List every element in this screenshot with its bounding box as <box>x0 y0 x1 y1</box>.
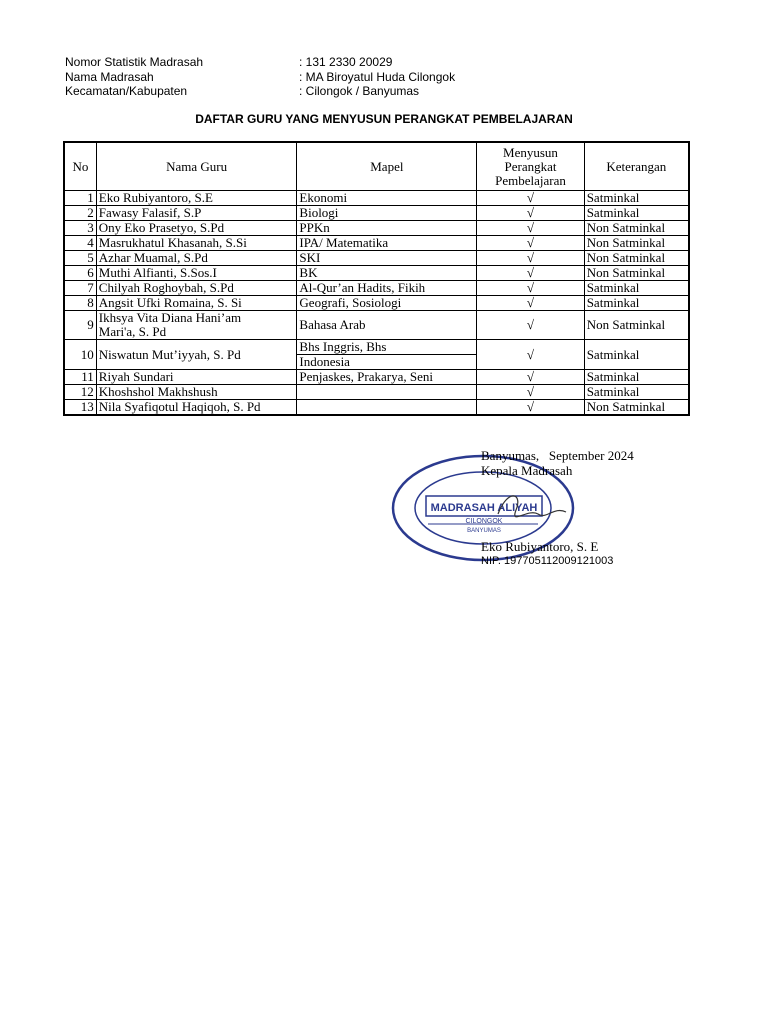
cell-nama-line: Ikhsya Vita Diana Hani’am <box>98 310 242 325</box>
cell-nama <box>96 311 297 340</box>
cell-no: 5 <box>64 251 96 266</box>
cell-keterangan: Satminkal <box>584 370 689 385</box>
info-value: : Cilongok / Banyumas <box>299 84 420 98</box>
cell-mapel: BK <box>297 266 477 281</box>
cell-keterangan: Non Satminkal <box>584 236 689 251</box>
cell-keterangan: Satminkal <box>584 385 689 400</box>
table-row <box>64 281 689 296</box>
cell-nama: Ony Eko Prasetyo, S.Pd <box>96 221 297 236</box>
table-row <box>64 266 689 281</box>
info-row-kecamatan <box>65 84 455 99</box>
check-mark: √ <box>477 281 584 296</box>
cell-no: 6 <box>64 266 96 281</box>
cell-nama-line: Mari'a, S. Pd <box>98 324 167 339</box>
check-mark: √ <box>477 206 584 221</box>
stamp-center-text: MADRASAH ALIYAH <box>430 502 538 514</box>
cell-keterangan: Non Satminkal <box>584 251 689 266</box>
cell-keterangan: Non Satminkal <box>584 400 689 416</box>
cell-no: 13 <box>64 400 96 416</box>
signer-role: Kepala Madrasah <box>481 463 573 478</box>
info-label: Nama Madrasah <box>65 69 154 84</box>
cell-no: 10 <box>64 340 96 370</box>
header-no: No <box>64 142 96 191</box>
cell-no: 11 <box>64 370 96 385</box>
stamp-sub-text-2: BANYUMAS <box>467 528 501 534</box>
cell-no: 8 <box>64 296 96 311</box>
info-value: : MA Biroyatul Huda Cilongok <box>299 69 456 84</box>
info-label: Kecamatan/Kabupaten <box>65 84 188 98</box>
cell-keterangan: Non Satminkal <box>584 221 689 236</box>
cell-mapel: Ekonomi <box>297 191 477 206</box>
signature-block <box>481 448 634 478</box>
cell-mapel: Bahasa Arab <box>297 311 477 340</box>
cell-nama: Fawasy Falasif, S.P <box>96 206 297 221</box>
cell-mapel: Al-Qur’an Hadits, Fikih <box>297 281 477 296</box>
signer-nip: NIP. 197705112009121003 <box>481 555 614 567</box>
cell-keterangan: Non Satminkal <box>584 266 689 281</box>
table-row <box>64 370 689 385</box>
header-nama-guru: Nama Guru <box>96 142 297 191</box>
cell-nama: Chilyah Roghoybah, S.Pd <box>96 281 297 296</box>
cell-keterangan: Satminkal <box>584 206 689 221</box>
cell-nama: Eko Rubiyantoro, S.E <box>96 191 297 206</box>
check-mark: √ <box>477 340 584 370</box>
table-row <box>64 385 689 400</box>
cell-keterangan: Satminkal <box>584 191 689 206</box>
check-mark: √ <box>477 370 584 385</box>
header-menyusun-line: Menyusun <box>503 144 558 160</box>
cell-no: 9 <box>64 311 96 340</box>
cell-nama: Azhar Muamal, S.Pd <box>96 251 297 266</box>
info-value: : 131 2330 20029 <box>299 55 393 69</box>
cell-mapel: Indonesia <box>297 355 477 370</box>
info-label: Nomor Statistik Madrasah <box>65 55 204 69</box>
cell-mapel <box>297 385 477 400</box>
stamp-sub-text: CILONGOK <box>465 518 503 525</box>
cell-mapel: Biologi <box>297 206 477 221</box>
cell-nama: Nila Syafiqotul Haqiqoh, S. Pd <box>96 400 297 416</box>
cell-mapel: PPKn <box>297 221 477 236</box>
cell-no: 7 <box>64 281 96 296</box>
cell-keterangan: Satminkal <box>584 281 689 296</box>
cell-keterangan: Satminkal <box>584 340 689 370</box>
table-row <box>64 296 689 311</box>
cell-nama: Khoshshol Makhshush <box>96 385 297 400</box>
cell-mapel <box>297 400 477 416</box>
table-row <box>64 191 689 206</box>
cell-no: 1 <box>64 191 96 206</box>
check-mark: √ <box>477 296 584 311</box>
table-row <box>64 206 689 221</box>
check-mark: √ <box>477 251 584 266</box>
cell-no: 3 <box>64 221 96 236</box>
info-row-nsm <box>65 55 455 70</box>
check-mark: √ <box>477 221 584 236</box>
document-title: DAFTAR GURU YANG MENYUSUN PERANGKAT PEMBELAJARAN <box>195 112 573 126</box>
check-mark: √ <box>477 236 584 251</box>
place-date: Banyumas, September 2024 <box>481 448 634 463</box>
cell-no: 12 <box>64 385 96 400</box>
header-menyusun-line: Perangkat <box>504 158 557 174</box>
cell-mapel: Penjaskes, Prakarya, Seni <box>297 370 477 385</box>
header-menyusun-line: Pembelajaran <box>495 172 566 188</box>
cell-keterangan: Non Satminkal <box>584 311 689 340</box>
check-mark: √ <box>477 191 584 206</box>
check-mark: √ <box>477 385 584 400</box>
teacher-table <box>63 141 690 416</box>
table-row <box>64 236 689 251</box>
cell-mapel: IPA/ Matematika <box>297 236 477 251</box>
cell-no: 2 <box>64 206 96 221</box>
header-menyusun <box>477 142 584 191</box>
table-row <box>64 340 689 355</box>
table-row <box>64 251 689 266</box>
cell-no: 4 <box>64 236 96 251</box>
header-keterangan: Keterangan <box>584 142 689 191</box>
cell-nama: Masrukhatul Khasanah, S.Si <box>96 236 297 251</box>
table-row <box>64 221 689 236</box>
school-info <box>65 55 455 99</box>
table-row <box>64 311 689 340</box>
cell-nama: Muthi Alfianti, S.Sos.I <box>96 266 297 281</box>
cell-nama: Riyah Sundari <box>96 370 297 385</box>
info-row-nama-madrasah <box>65 70 455 85</box>
check-mark: √ <box>477 311 584 340</box>
table-header-row <box>64 142 689 191</box>
cell-mapel: Geografi, Sosiologi <box>297 296 477 311</box>
cell-mapel: SKI <box>297 251 477 266</box>
check-mark: √ <box>477 400 584 416</box>
cell-nama: Angsit Ufki Romaina, S. Si <box>96 296 297 311</box>
header-mapel: Mapel <box>297 142 477 191</box>
cell-mapel: Bhs Inggris, Bhs <box>297 340 477 355</box>
cell-keterangan: Satminkal <box>584 296 689 311</box>
signer-name: Eko Rubiyantoro, S. E <box>481 539 599 554</box>
check-mark: √ <box>477 266 584 281</box>
cell-nama: Niswatun Mut’iyyah, S. Pd <box>96 340 297 370</box>
table-row <box>64 400 689 416</box>
